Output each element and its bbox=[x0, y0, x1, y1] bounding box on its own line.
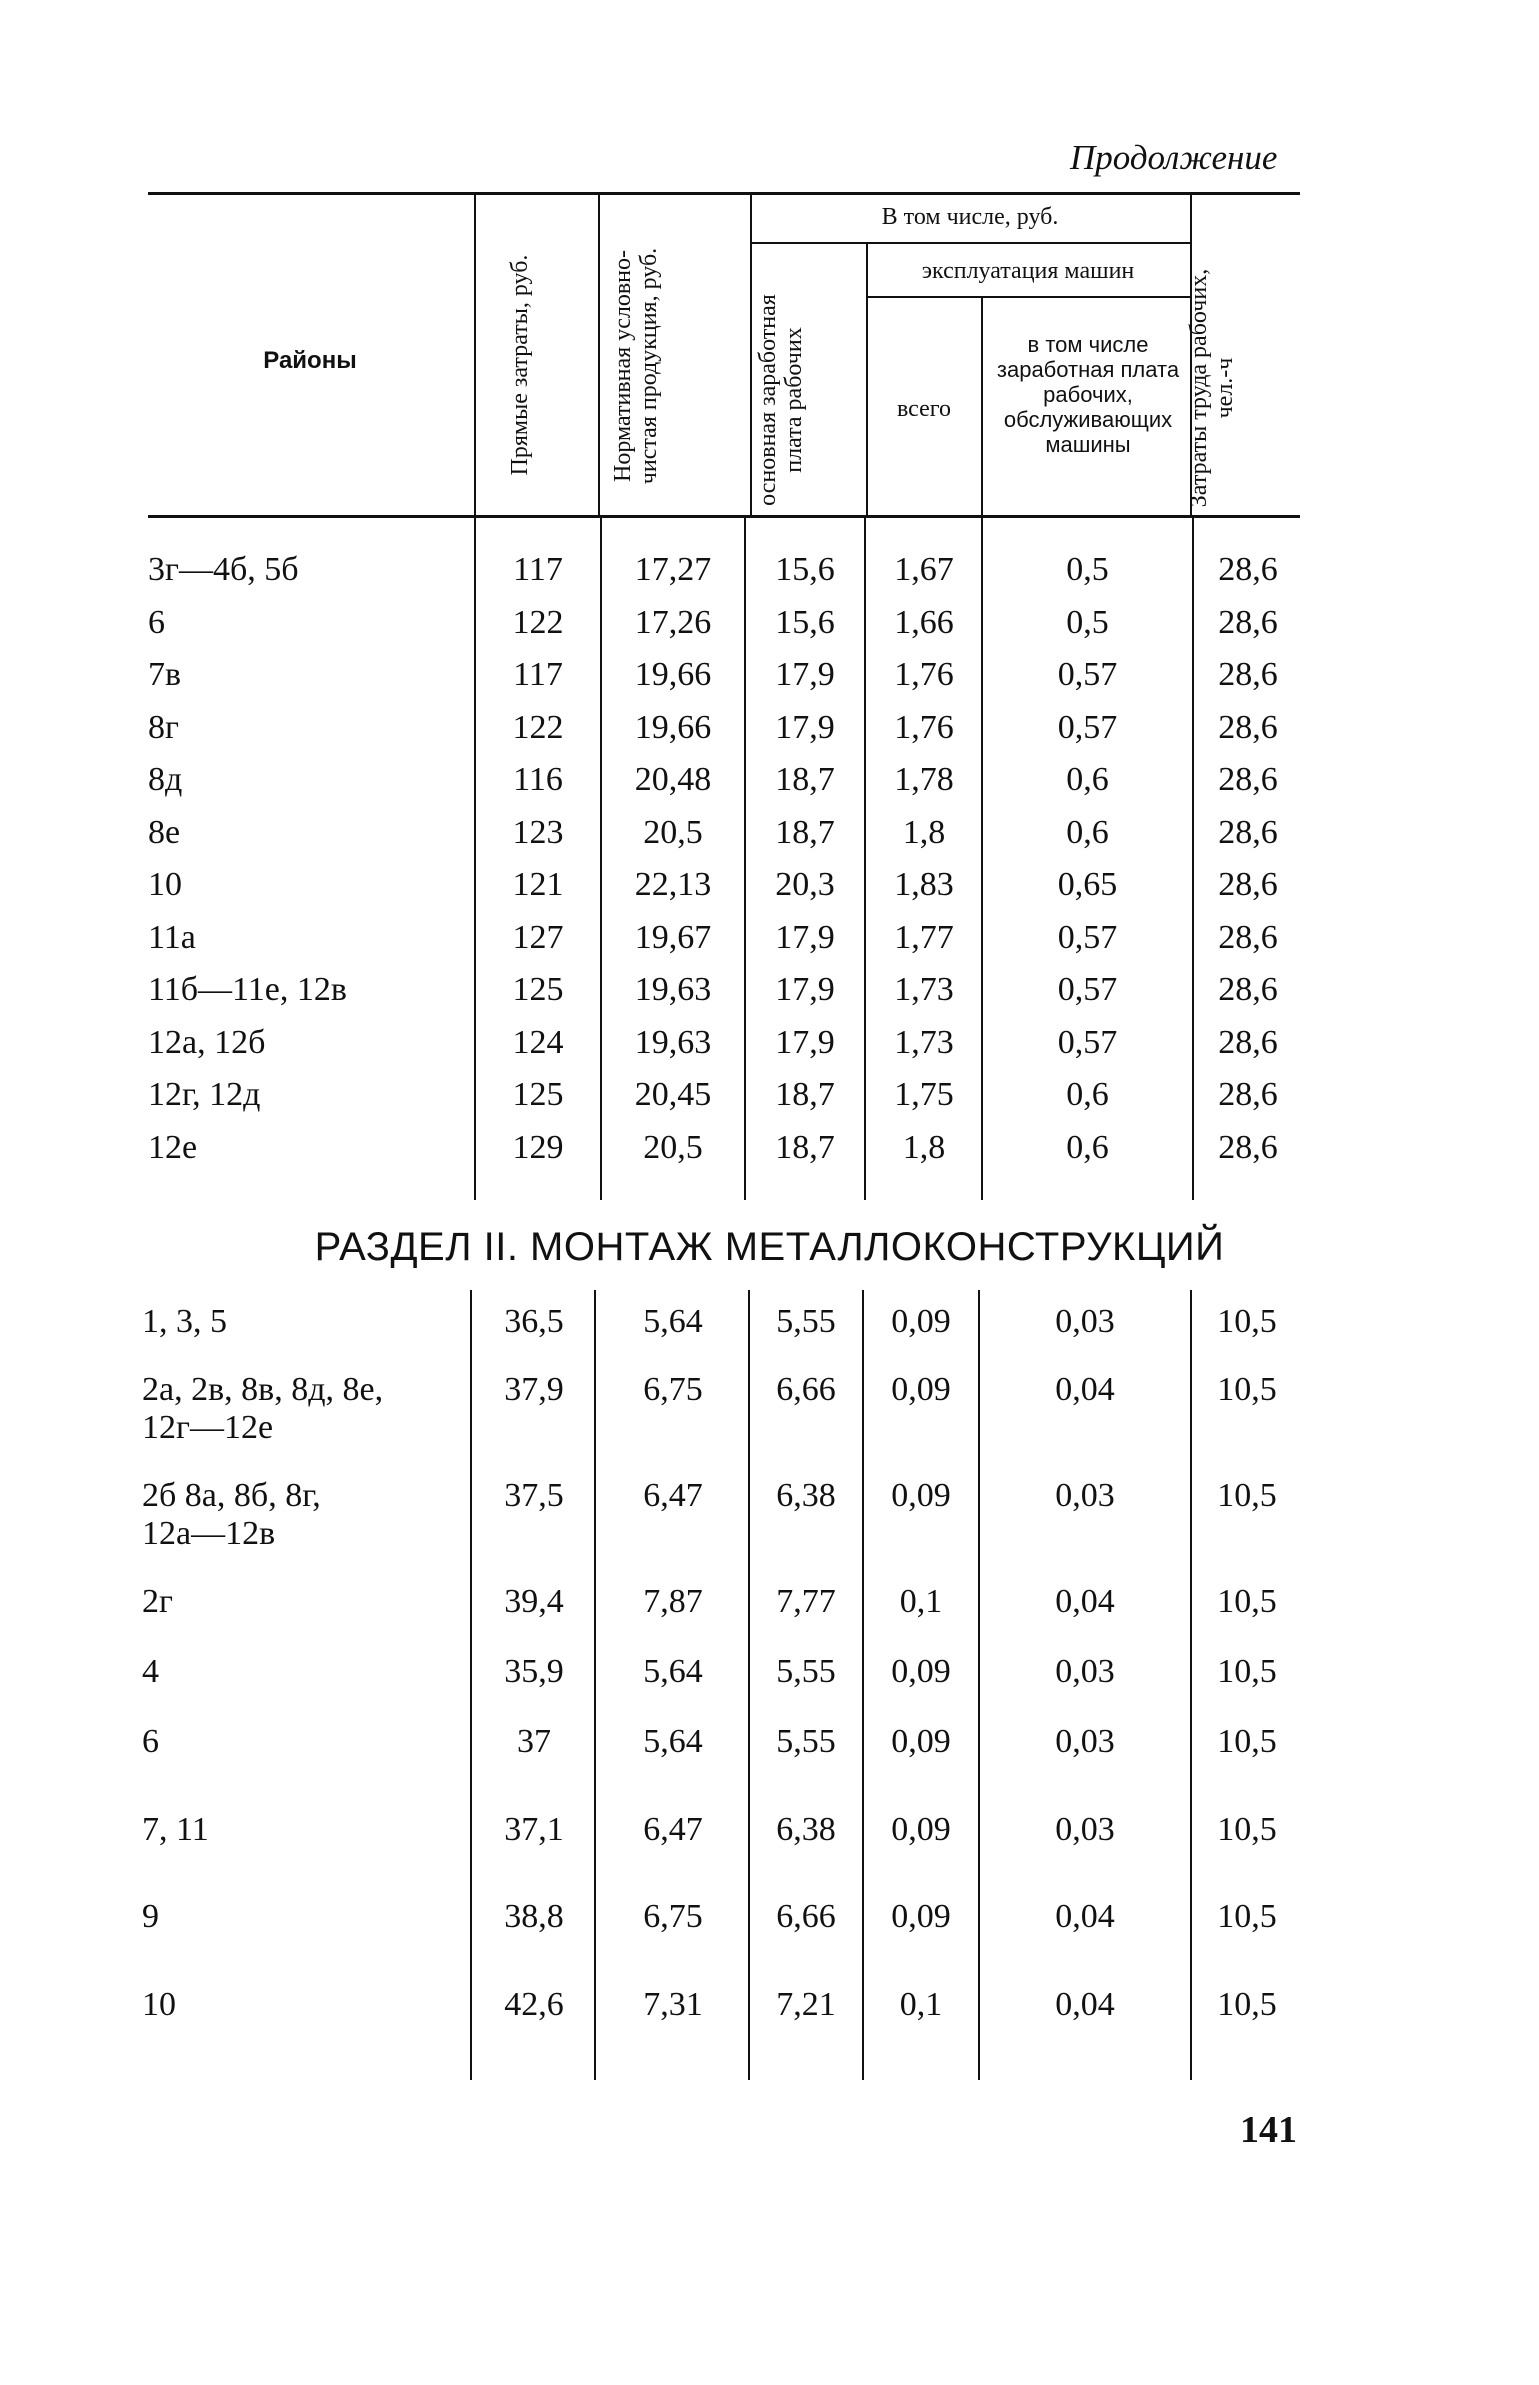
cell-vsego: 1,73 bbox=[894, 1023, 954, 1061]
cell-rayon: 12г, 12д bbox=[148, 1076, 261, 1113]
subheader-rule-1 bbox=[752, 242, 1190, 244]
cell-pryamye: 37,9 bbox=[504, 1371, 564, 1408]
cell-trud: 10,5 bbox=[1217, 1811, 1277, 1848]
cell-trud: 28,6 bbox=[1218, 1076, 1278, 1113]
cell-vsego: 1,76 bbox=[894, 656, 954, 693]
cell-norm: 6,75 bbox=[643, 1898, 703, 1935]
cell-osn: 6,38 bbox=[776, 1811, 836, 1848]
cell-trud: 10,5 bbox=[1217, 1898, 1277, 1935]
cell-osn: 17,9 bbox=[775, 918, 835, 956]
cell-zp: 0,57 bbox=[1057, 918, 1118, 956]
cell-zp: 0,6 bbox=[1066, 1128, 1109, 1166]
cell-pryamye: 117 bbox=[513, 656, 563, 693]
cell-zp: 0,6 bbox=[1066, 1076, 1109, 1113]
header-v-tom-chisle: В том числе, руб. bbox=[881, 204, 1059, 230]
cell-vsego: 0,09 bbox=[891, 1477, 951, 1514]
cell-norm: 20,48 bbox=[634, 761, 712, 798]
cell-vsego: 1,73 bbox=[894, 971, 954, 1008]
header-bottom-rule bbox=[148, 515, 1300, 518]
s2-vline-6 bbox=[1190, 1290, 1192, 2080]
cell-norm: 5,64 bbox=[643, 1653, 703, 1690]
s1-vline-2 bbox=[600, 518, 602, 1200]
cell-pryamye: 35,9 bbox=[504, 1653, 564, 1690]
cell-zp: 0,03 bbox=[1055, 1723, 1115, 1760]
cell-pryamye: 122 bbox=[512, 603, 564, 641]
section2-title: РАЗДЕЛ II. МОНТАЖ МЕТАЛЛОКОНСТРУКЦИЙ bbox=[314, 1225, 1225, 1269]
cell-rayon: 11б—11е, 12в bbox=[148, 971, 347, 1008]
cell-rayon: 12а, 12б bbox=[148, 1023, 266, 1061]
cell-rayon-cont: 12а—12в bbox=[142, 1515, 276, 1552]
header-vline-3 bbox=[750, 195, 752, 515]
cell-zp: 0,04 bbox=[1055, 1986, 1115, 2023]
cell-vsego: 0,09 bbox=[891, 1653, 951, 1690]
header-ekspluatatsiya: эксплуатация машин bbox=[921, 258, 1135, 284]
cell-rayon: 4 bbox=[142, 1653, 159, 1690]
cell-rayon: 11а bbox=[148, 918, 196, 956]
table-top-rule bbox=[148, 192, 1300, 195]
cell-trud: 28,6 bbox=[1218, 603, 1278, 641]
cell-trud: 28,6 bbox=[1218, 708, 1278, 746]
cell-vsego: 0,09 bbox=[891, 1303, 951, 1340]
cell-pryamye: 121 bbox=[512, 866, 564, 903]
cell-rayon: 6 bbox=[148, 603, 165, 641]
cell-vsego: 0,09 bbox=[891, 1811, 951, 1848]
cell-vsego: 1,77 bbox=[894, 918, 954, 956]
header-rayony: Районы bbox=[263, 347, 357, 374]
cell-zp: 0,57 bbox=[1057, 971, 1118, 1008]
cell-rayon: 6 bbox=[142, 1723, 159, 1760]
cell-trud: 10,5 bbox=[1217, 1653, 1277, 1690]
subheader-rule-2 bbox=[868, 296, 1190, 298]
cell-osn: 18,7 bbox=[775, 813, 835, 851]
cell-rayon: 12е bbox=[148, 1128, 198, 1166]
cell-pryamye: 122 bbox=[512, 708, 564, 746]
cell-vsego: 1,83 bbox=[894, 866, 954, 903]
cell-vsego: 0,1 bbox=[899, 1986, 943, 2023]
cell-norm: 5,64 bbox=[643, 1723, 703, 1760]
cell-pryamye: 37 bbox=[517, 1723, 551, 1760]
cell-zp: 0,03 bbox=[1055, 1303, 1115, 1340]
cell-vsego: 0,09 bbox=[891, 1723, 951, 1760]
cell-norm: 19,66 bbox=[634, 656, 712, 693]
cell-pryamye: 36,5 bbox=[504, 1303, 564, 1340]
cell-trud: 10,5 bbox=[1217, 1371, 1277, 1408]
cell-norm: 19,63 bbox=[634, 971, 712, 1008]
cell-pryamye: 116 bbox=[513, 761, 563, 798]
cell-trud: 10,5 bbox=[1217, 1723, 1277, 1760]
s2-vline-1 bbox=[470, 1290, 472, 2080]
cell-osn: 18,7 bbox=[775, 1128, 835, 1166]
cell-norm: 6,47 bbox=[643, 1811, 703, 1848]
cell-norm: 20,5 bbox=[643, 813, 703, 851]
cell-vsego: 0,09 bbox=[891, 1898, 951, 1935]
header-normativnaya: Нормативная условно-чистая продукция, руб. bbox=[610, 247, 662, 485]
cell-zp: 0,57 bbox=[1057, 656, 1118, 693]
cell-osn: 18,7 bbox=[775, 1076, 835, 1113]
cell-pryamye: 37,5 bbox=[504, 1477, 564, 1514]
cell-osn: 5,55 bbox=[776, 1723, 836, 1760]
cell-norm: 17,27 bbox=[634, 551, 712, 588]
cell-pryamye: 37,1 bbox=[504, 1811, 564, 1848]
cell-norm: 20,5 bbox=[643, 1128, 703, 1166]
cell-vsego: 1,75 bbox=[894, 1076, 954, 1113]
cell-trud: 10,5 bbox=[1217, 1986, 1277, 2023]
cell-pryamye: 123 bbox=[512, 813, 564, 851]
cell-zp: 0,03 bbox=[1055, 1653, 1115, 1690]
header-vsego: всего bbox=[896, 396, 952, 422]
cell-rayon-cont: 12г—12е bbox=[142, 1409, 274, 1446]
s1-vline-4 bbox=[864, 518, 866, 1200]
cell-zp: 0,03 bbox=[1055, 1477, 1115, 1514]
cell-pryamye: 39,4 bbox=[504, 1583, 564, 1620]
cell-osn: 18,7 bbox=[775, 761, 835, 798]
header-vline-4 bbox=[866, 244, 868, 515]
cell-pryamye: 127 bbox=[512, 918, 564, 956]
cell-zp: 0,04 bbox=[1055, 1898, 1115, 1935]
s2-vline-5 bbox=[978, 1290, 980, 2080]
cell-norm: 5,64 bbox=[643, 1303, 703, 1340]
header-vline-2 bbox=[598, 195, 600, 515]
cell-rayon: 3г—4б, 5б bbox=[148, 551, 299, 588]
cell-osn: 17,9 bbox=[775, 708, 835, 746]
cell-osn: 20,3 bbox=[775, 866, 835, 903]
cell-trud: 28,6 bbox=[1218, 761, 1278, 798]
cell-rayon: 10 bbox=[148, 866, 182, 903]
s2-vline-3 bbox=[748, 1290, 750, 2080]
cell-pryamye: 125 bbox=[512, 971, 564, 1008]
cell-norm: 7,87 bbox=[643, 1583, 703, 1620]
cell-rayon: 1, 3, 5 bbox=[142, 1303, 227, 1340]
cell-zp: 0,04 bbox=[1055, 1371, 1115, 1408]
cell-rayon: 9 bbox=[142, 1898, 159, 1935]
header-vline-1 bbox=[474, 195, 476, 515]
cell-pryamye: 117 bbox=[513, 551, 563, 588]
cell-zp: 0,03 bbox=[1055, 1811, 1115, 1848]
cell-zp: 0,57 bbox=[1057, 1023, 1118, 1061]
cell-osn: 5,55 bbox=[776, 1653, 836, 1690]
cell-osn: 17,9 bbox=[775, 1023, 835, 1061]
cell-trud: 28,6 bbox=[1218, 1128, 1278, 1166]
header-v-tom-chisle-zp: в том числе заработная плата рабочих, обслуживающих машины bbox=[996, 332, 1180, 457]
cell-rayon: 8д bbox=[148, 761, 183, 798]
cell-norm: 22,13 bbox=[634, 866, 712, 903]
cell-vsego: 1,8 bbox=[902, 813, 946, 851]
cell-osn: 5,55 bbox=[776, 1303, 836, 1340]
cell-zp: 0,5 bbox=[1066, 551, 1109, 588]
cell-trud: 10,5 bbox=[1217, 1477, 1277, 1514]
cell-trud: 28,6 bbox=[1218, 866, 1278, 903]
s1-vline-3 bbox=[744, 518, 746, 1200]
header-osnovnaya: основная заработная плата рабочих bbox=[755, 294, 807, 506]
cell-osn: 17,9 bbox=[775, 971, 835, 1008]
cell-rayon: 8е bbox=[148, 813, 181, 851]
cell-norm: 6,75 bbox=[643, 1371, 703, 1408]
cell-zp: 0,57 bbox=[1057, 708, 1118, 746]
cell-pryamye: 38,8 bbox=[504, 1898, 564, 1935]
cell-norm: 6,47 bbox=[643, 1477, 703, 1514]
cell-trud: 28,6 bbox=[1218, 656, 1278, 693]
cell-osn: 6,66 bbox=[776, 1898, 836, 1935]
cell-norm: 19,66 bbox=[634, 708, 712, 746]
cell-zp: 0,5 bbox=[1066, 603, 1109, 641]
cell-osn: 17,9 bbox=[775, 656, 835, 693]
cell-rayon: 2г bbox=[142, 1583, 173, 1620]
s2-vline-2 bbox=[594, 1290, 596, 2080]
cell-zp: 0,6 bbox=[1066, 813, 1109, 851]
page-number: 141 bbox=[1240, 2109, 1297, 2151]
cell-zp: 0,04 bbox=[1055, 1583, 1115, 1620]
cell-rayon: 2б 8а, 8б, 8г, bbox=[142, 1477, 321, 1514]
cell-rayon: 8г bbox=[148, 708, 179, 746]
header-pryamye: Прямые затраты, руб. bbox=[507, 254, 533, 476]
cell-norm: 17,26 bbox=[634, 603, 712, 641]
cell-pryamye: 129 bbox=[512, 1128, 564, 1166]
cell-rayon: 7, 11 bbox=[142, 1811, 209, 1848]
cell-trud: 28,6 bbox=[1218, 971, 1278, 1008]
cell-vsego: 0,1 bbox=[899, 1583, 943, 1620]
cell-vsego: 1,76 bbox=[894, 708, 954, 746]
s1-vline-5 bbox=[981, 518, 983, 1200]
cell-norm: 7,31 bbox=[643, 1986, 703, 2023]
cell-trud: 10,5 bbox=[1217, 1583, 1277, 1620]
cell-pryamye: 124 bbox=[512, 1023, 564, 1061]
cell-norm: 19,63 bbox=[634, 1023, 712, 1061]
cell-norm: 20,45 bbox=[634, 1076, 712, 1113]
cell-rayon: 10 bbox=[142, 1986, 176, 2023]
cell-vsego: 1,66 bbox=[894, 603, 954, 641]
cell-osn: 7,21 bbox=[776, 1986, 836, 2023]
header-zatraty-truda: Затраты труда рабочих, чел.-ч bbox=[1186, 268, 1238, 508]
cell-vsego: 1,78 bbox=[894, 761, 954, 798]
cell-norm: 19,67 bbox=[634, 918, 712, 956]
continuation-label: Продолжение bbox=[1070, 138, 1278, 177]
cell-osn: 7,77 bbox=[776, 1583, 836, 1620]
cell-trud: 28,6 bbox=[1218, 918, 1278, 956]
cell-osn: 15,6 bbox=[775, 603, 835, 641]
header-vline-5 bbox=[981, 298, 983, 515]
cell-osn: 6,66 bbox=[776, 1371, 836, 1408]
cell-rayon: 7в bbox=[148, 656, 182, 693]
cell-vsego: 0,09 bbox=[891, 1371, 951, 1408]
cell-rayon: 2а, 2в, 8в, 8д, 8е, bbox=[142, 1371, 384, 1408]
cell-zp: 0,65 bbox=[1057, 866, 1118, 903]
s1-vline-1 bbox=[474, 518, 476, 1200]
cell-trud: 28,6 bbox=[1218, 1023, 1278, 1061]
cell-osn: 15,6 bbox=[775, 551, 835, 588]
cell-zp: 0,6 bbox=[1066, 761, 1109, 798]
cell-pryamye: 125 bbox=[512, 1076, 564, 1113]
cell-pryamye: 42,6 bbox=[504, 1986, 564, 2023]
s1-vline-6 bbox=[1192, 518, 1194, 1200]
cell-vsego: 1,8 bbox=[902, 1128, 946, 1166]
cell-trud: 28,6 bbox=[1218, 813, 1278, 851]
cell-vsego: 1,67 bbox=[894, 551, 954, 588]
s2-vline-4 bbox=[862, 1290, 864, 2080]
cell-osn: 6,38 bbox=[776, 1477, 836, 1514]
cell-trud: 28,6 bbox=[1218, 551, 1278, 588]
cell-trud: 10,5 bbox=[1217, 1303, 1277, 1340]
